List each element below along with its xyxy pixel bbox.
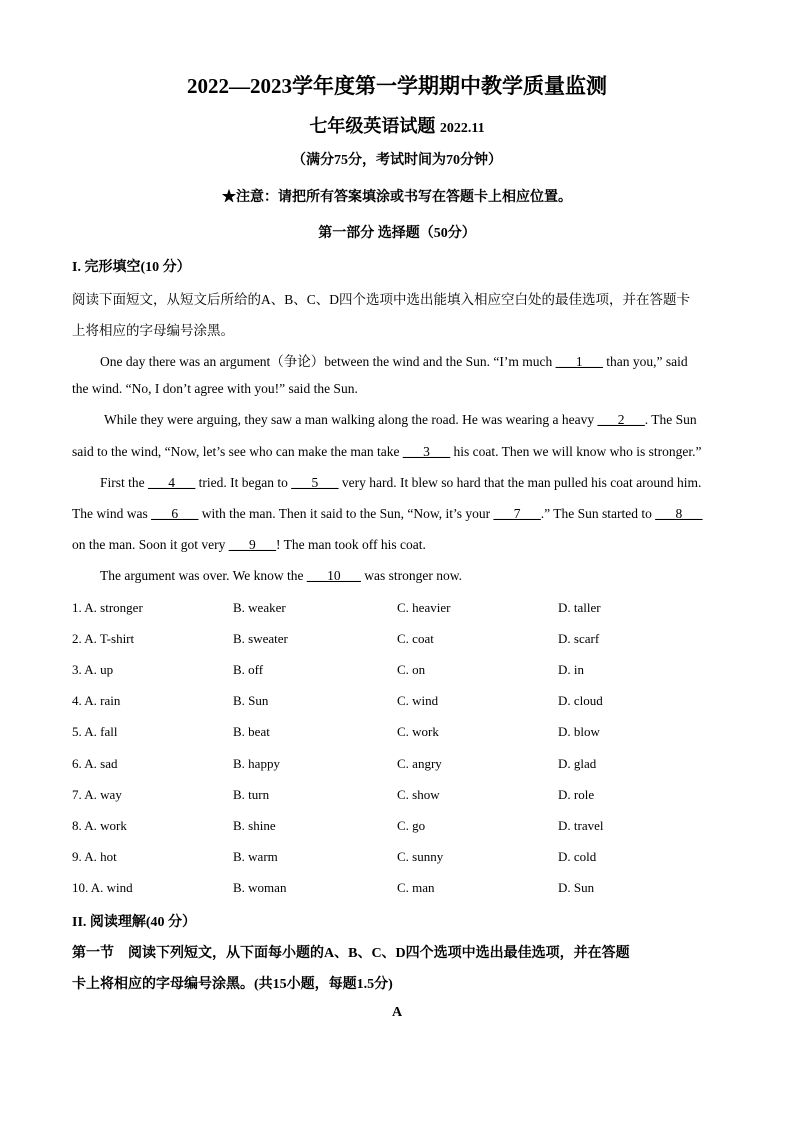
option-1a: 1. A. stronger (72, 600, 143, 615)
exam-info: （满分75分，考试时间为70分钟） (292, 153, 502, 168)
passage-text: The argument was over. We know the (100, 568, 307, 583)
passage-text: The wind was (72, 506, 152, 521)
option-4d: D. cloud (558, 693, 603, 708)
blank-7: ___7___ (493, 506, 541, 521)
cloze-instruction-line2: 上将相应的字母编号涂黑。 (72, 323, 234, 338)
passage-line-5 (100, 475, 701, 491)
exam-title: 2022—2023学年度第一学期期中教学质量监测 (187, 74, 607, 98)
reading-instruction-line1: 第一节 阅读下列短文，从下面每小题的A、B、C、D四个选项中选出最佳选项，并在答题 (72, 946, 630, 961)
passage-line-7 (72, 537, 426, 553)
passage-letter: A (391, 1005, 403, 1020)
option-8c: C. go (397, 818, 426, 833)
part-heading: 第一部分 选择题（50分） (318, 226, 476, 241)
option-6a: 6. A. sad (72, 756, 118, 771)
option-2b: B. sweater (233, 631, 288, 646)
blank-8: ___8___ (655, 506, 703, 521)
exam-date: 2022.11 (439, 121, 485, 136)
option-2a: 2. A. T-shirt (72, 631, 135, 646)
passage-text: One day there was an argument（争论）between the wind and the Sun. “I’m much (100, 354, 556, 369)
passage-line-6 (72, 506, 702, 522)
option-1d: D. taller (558, 600, 601, 615)
option-10c: C. man (397, 880, 435, 895)
option-5b: B. beat (233, 724, 270, 739)
option-6b: B. happy (233, 756, 280, 771)
passage-text: than you,” said (602, 354, 688, 369)
option-3a: 3. A. up (72, 662, 114, 677)
passage-text: tried. It began to (195, 475, 292, 490)
passage-text: with the man. Then it said to the Sun, “Now, it’s your (198, 506, 494, 521)
blank-4: ___4___ (148, 475, 196, 490)
passage-line-3 (104, 412, 697, 428)
passage-text: While they were arguing, they saw a man walking along the road. He was wearing a heavy (104, 412, 598, 427)
passage-text: said to the wind, “Now, let’s see who can make the man take (72, 444, 403, 459)
blank-2: ___2___ (597, 412, 645, 427)
option-7c: C. show (397, 787, 440, 802)
option-7d: D. role (558, 787, 595, 802)
subtitle-text: 七年级英语试题 (309, 116, 436, 136)
cloze-heading: I. 完形填空(10 分） (72, 260, 191, 275)
passage-text: his coat. Then we will know who is stronger.” (450, 444, 702, 459)
passage-text: on the man. Soon it got very (72, 537, 229, 552)
option-7b: B. turn (233, 787, 270, 802)
option-4c: C. wind (397, 693, 439, 708)
passage-text: . The Sun (644, 412, 697, 427)
option-10d: D. Sun (558, 880, 595, 895)
option-10b: B. woman (233, 880, 287, 895)
passage-text: was stronger now. (360, 568, 462, 583)
passage-line-1 (100, 350, 688, 370)
exam-subtitle (0, 112, 794, 138)
passage-text: First the (100, 475, 149, 490)
option-2c: C. coat (397, 631, 434, 646)
cloze-instruction-line1: 阅读下面短文，从短文后所给的A、B、C、D四个选项中选出能填入相应空白处的最佳选项，并在答题卡 (72, 292, 691, 307)
option-3d: D. in (558, 662, 584, 677)
blank-3: ___3___ (402, 444, 451, 459)
option-8a: 8. A. work (72, 818, 127, 833)
option-9b: B. warm (233, 849, 278, 864)
option-1c: C. heavier (397, 600, 451, 615)
blank-10: ___10___ (306, 568, 361, 583)
option-6c: C. angry (397, 756, 442, 771)
option-7a: 7. A. way (72, 787, 122, 802)
option-4a: 4. A. rain (72, 693, 121, 708)
passage-line-8 (100, 568, 462, 584)
option-5d: D. blow (558, 724, 600, 739)
option-8b: B. shine (233, 818, 276, 833)
option-1b: B. weaker (233, 600, 286, 615)
option-3c: C. on (397, 662, 426, 677)
passage-line-4 (72, 444, 702, 460)
option-6d: D. glad (558, 756, 597, 771)
blank-1: ___1___ (555, 354, 603, 369)
reading-instruction-line2: 卡上将相应的字母编号涂黑。(共15小题，每题1.5分) (72, 977, 393, 992)
option-4b: B. Sun (233, 693, 269, 708)
passage-text: .” The Sun started to (540, 506, 656, 521)
passage-text: very hard. It blew so hard that the man pulled his coat around him. (338, 475, 702, 490)
exam-notice: ★注意：请把所有答案填涂或书写在答题卡上相应位置。 (222, 190, 572, 205)
option-9a: 9. A. hot (72, 849, 117, 864)
option-3b: B. off (233, 662, 264, 677)
reading-heading: II. 阅读理解(40 分） (72, 915, 197, 930)
option-9c: C. sunny (397, 849, 444, 864)
option-9d: D. cold (558, 849, 597, 864)
passage-line-2: the wind. “No, I don’t agree with you!” said the Sun. (72, 381, 358, 396)
option-2d: D. scarf (558, 631, 600, 646)
option-5c: C. work (397, 724, 439, 739)
option-10a: 10. A. wind (72, 880, 133, 895)
blank-5: ___5___ (291, 475, 339, 490)
option-5a: 5. A. fall (72, 724, 118, 739)
blank-6: ___6___ (151, 506, 199, 521)
blank-9: ___9___ (228, 537, 276, 552)
passage-text: ! The man took off his coat. (275, 537, 426, 552)
option-8d: D. travel (558, 818, 604, 833)
